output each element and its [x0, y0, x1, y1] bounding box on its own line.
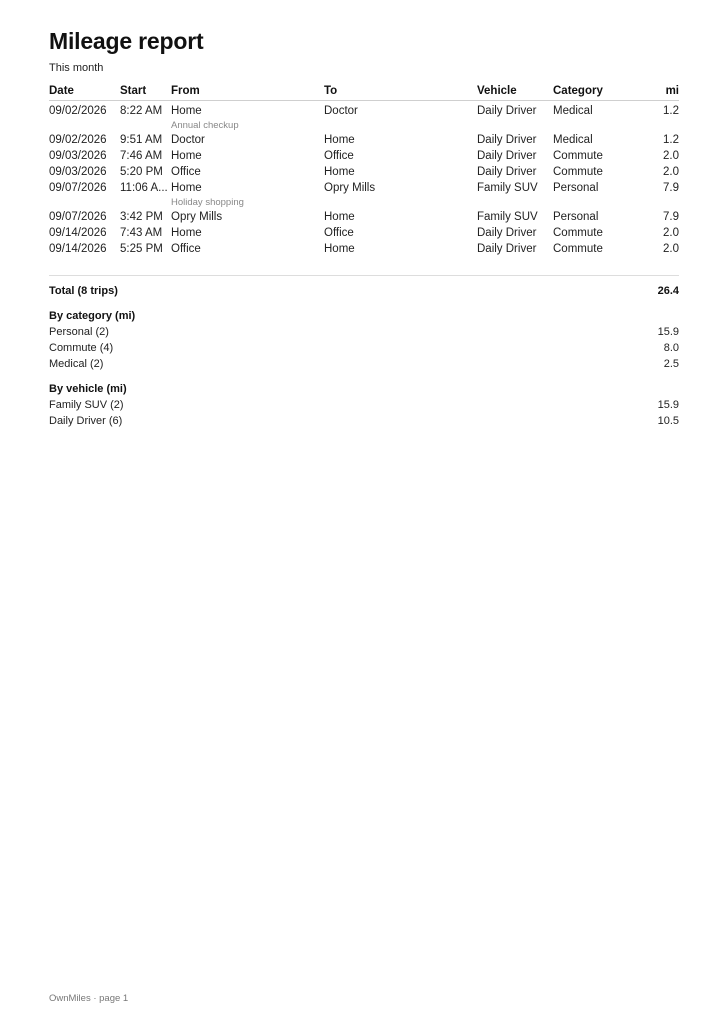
- trip-from: Home: [171, 227, 202, 239]
- total-value: 26.4: [657, 285, 679, 297]
- trip-from: Doctor: [171, 134, 205, 146]
- table-row: [49, 225, 679, 241]
- trip-date: 09/03/2026: [49, 150, 107, 162]
- trip-miles: 2.0: [663, 166, 679, 178]
- table-row: [49, 209, 679, 225]
- trip-category: Commute: [553, 166, 603, 178]
- trip-from: Opry Mills: [171, 211, 223, 223]
- trip-category: Personal: [553, 182, 599, 194]
- vehicle-value: 15.9: [657, 399, 679, 411]
- trip-miles: 7.9: [663, 211, 679, 223]
- trip-date: 09/07/2026: [49, 182, 107, 194]
- trip-to: Home: [324, 211, 355, 223]
- vehicle-summary-row: [49, 413, 679, 429]
- table-row: [49, 132, 679, 148]
- category-label: Personal (2): [49, 326, 109, 338]
- trip-to: Home: [324, 166, 355, 178]
- vehicle-label: Daily Driver (6): [49, 415, 123, 427]
- column-header-from: From: [171, 82, 324, 101]
- by-category-heading: By category (mi): [49, 310, 136, 322]
- category-summary-row: [49, 324, 679, 340]
- vehicle-value: 10.5: [657, 415, 679, 427]
- table-row: [49, 148, 679, 164]
- trip-category: Personal: [553, 211, 599, 223]
- trip-miles: 2.0: [663, 150, 679, 162]
- trip-date: 09/03/2026: [49, 166, 107, 178]
- trip-to: Office: [324, 150, 354, 162]
- trip-start: 11:06 A...: [120, 182, 168, 194]
- trip-miles: 2.0: [663, 227, 679, 239]
- trip-category: Medical: [553, 134, 593, 146]
- by-vehicle-heading: By vehicle (mi): [49, 383, 127, 395]
- table-row: [49, 241, 679, 257]
- column-header-start: Start: [120, 82, 171, 101]
- trip-category: Medical: [553, 105, 593, 117]
- trip-miles: 1.2: [663, 105, 679, 117]
- trip-vehicle: Daily Driver: [477, 166, 537, 178]
- trip-start: 5:25 PM: [120, 243, 163, 255]
- trip-miles: 7.9: [663, 182, 679, 194]
- trip-category: Commute: [553, 227, 603, 239]
- trip-vehicle: Daily Driver: [477, 227, 537, 239]
- category-value: 2.5: [663, 358, 679, 370]
- trip-date: 09/02/2026: [49, 134, 107, 146]
- report-period: This month: [49, 62, 104, 74]
- trip-start: 3:42 PM: [120, 211, 163, 223]
- column-header-vehicle: Vehicle: [477, 82, 553, 101]
- column-header-date: Date: [49, 82, 120, 101]
- trip-vehicle: Daily Driver: [477, 134, 537, 146]
- table-row: [49, 180, 679, 196]
- table-row: [49, 164, 679, 180]
- trip-note: Holiday shopping: [171, 197, 244, 208]
- trip-vehicle: Family SUV: [477, 182, 538, 194]
- section-divider: [49, 275, 679, 276]
- trip-start: 9:51 AM: [120, 134, 163, 146]
- total-row: [49, 283, 679, 299]
- trip-from: Office: [171, 243, 201, 255]
- trip-to: Home: [324, 243, 355, 255]
- trip-from: Home: [171, 105, 202, 117]
- trip-to: Office: [324, 227, 354, 239]
- trip-from: Home: [171, 150, 202, 162]
- category-summary-row: [49, 356, 679, 372]
- trip-date: 09/02/2026: [49, 105, 107, 117]
- trip-date: 09/07/2026: [49, 211, 107, 223]
- vehicle-summary-row: [49, 397, 679, 413]
- column-header-category: Category: [553, 82, 632, 101]
- page-footer: OwnMiles · page 1: [49, 993, 129, 1004]
- trip-start: 7:46 AM: [120, 150, 163, 162]
- category-value: 8.0: [663, 342, 679, 354]
- vehicle-label: Family SUV (2): [49, 399, 124, 411]
- trip-category: Commute: [553, 243, 603, 255]
- trip-note-row: [49, 119, 679, 132]
- trip-start: 5:20 PM: [120, 166, 163, 178]
- column-header-to: To: [324, 82, 477, 101]
- trip-from: Home: [171, 182, 202, 194]
- trip-start: 7:43 AM: [120, 227, 163, 239]
- total-label: Total (8 trips): [49, 285, 118, 297]
- trip-to: Doctor: [324, 105, 358, 117]
- report-title: Mileage report: [49, 28, 204, 54]
- trips-table: [49, 82, 679, 257]
- trip-start: 8:22 AM: [120, 105, 163, 117]
- category-label: Commute (4): [49, 342, 114, 354]
- trip-category: Commute: [553, 150, 603, 162]
- column-header-mi: mi: [632, 82, 679, 101]
- table-header-row: [49, 82, 679, 101]
- trip-from: Office: [171, 166, 201, 178]
- trip-note-row: [49, 196, 679, 209]
- trip-date: 09/14/2026: [49, 243, 107, 255]
- trip-miles: 2.0: [663, 243, 679, 255]
- trip-date: 09/14/2026: [49, 227, 107, 239]
- table-row: [49, 101, 679, 120]
- category-summary-row: [49, 340, 679, 356]
- trip-note: Annual checkup: [171, 120, 239, 131]
- category-label: Medical (2): [49, 358, 104, 370]
- trip-vehicle: Daily Driver: [477, 243, 537, 255]
- trip-to: Opry Mills: [324, 182, 376, 194]
- trip-miles: 1.2: [663, 134, 679, 146]
- trip-to: Home: [324, 134, 355, 146]
- trip-vehicle: Family SUV: [477, 211, 538, 223]
- category-value: 15.9: [657, 326, 679, 338]
- trip-vehicle: Daily Driver: [477, 105, 537, 117]
- trip-vehicle: Daily Driver: [477, 150, 537, 162]
